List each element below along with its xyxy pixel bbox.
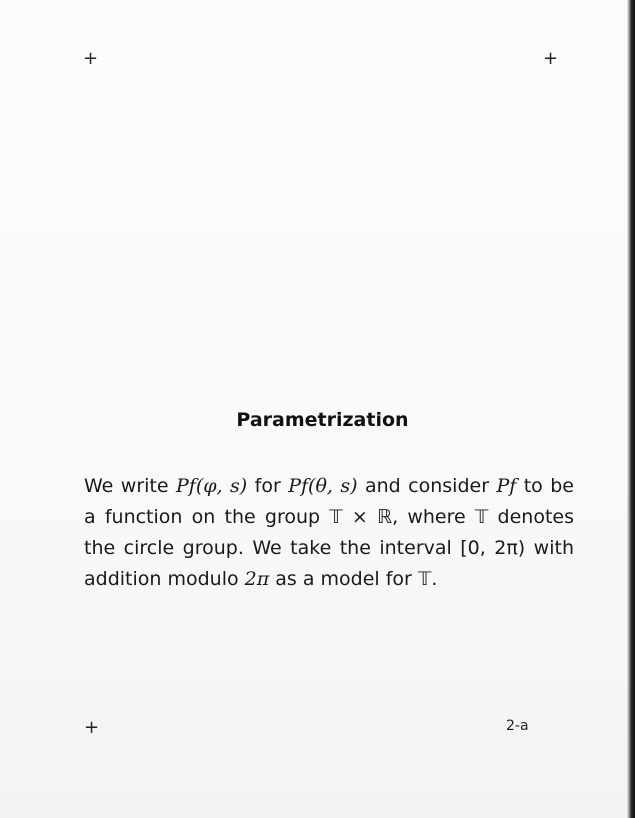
math-two-pi: 2π [244, 568, 270, 590]
math-interval: [0, 2π) [460, 537, 526, 559]
text-segment: as a model for [269, 568, 418, 590]
text-segment: with addition modulo [84, 537, 574, 590]
math-pf-theta-s: Pf(θ, s) [288, 475, 358, 497]
text-segment: to be a function on the group [84, 475, 574, 528]
page-number: 2-a [506, 718, 529, 734]
text-segment: for [247, 475, 289, 497]
text-segment: We write [84, 475, 177, 497]
body-paragraph [84, 471, 574, 595]
page-title: Parametrization [236, 409, 409, 431]
crop-mark-top-left: + [83, 48, 99, 69]
math-torus: 𝕋 [474, 506, 489, 528]
text-segment: . [431, 568, 438, 590]
crop-mark-bottom-left: + [84, 717, 100, 738]
math-torus: 𝕋 [417, 568, 432, 590]
math-torus-times-reals: 𝕋 × ℝ [329, 506, 393, 528]
text-segment: and consider [357, 475, 497, 497]
math-pf: Pf [496, 475, 517, 497]
math-pf-phi-s: Pf(φ, s) [176, 475, 248, 497]
text-segment: denotes the circle group. We take the interval [84, 506, 575, 559]
text-segment: , where [392, 506, 475, 528]
crop-mark-top-right: + [543, 48, 559, 69]
